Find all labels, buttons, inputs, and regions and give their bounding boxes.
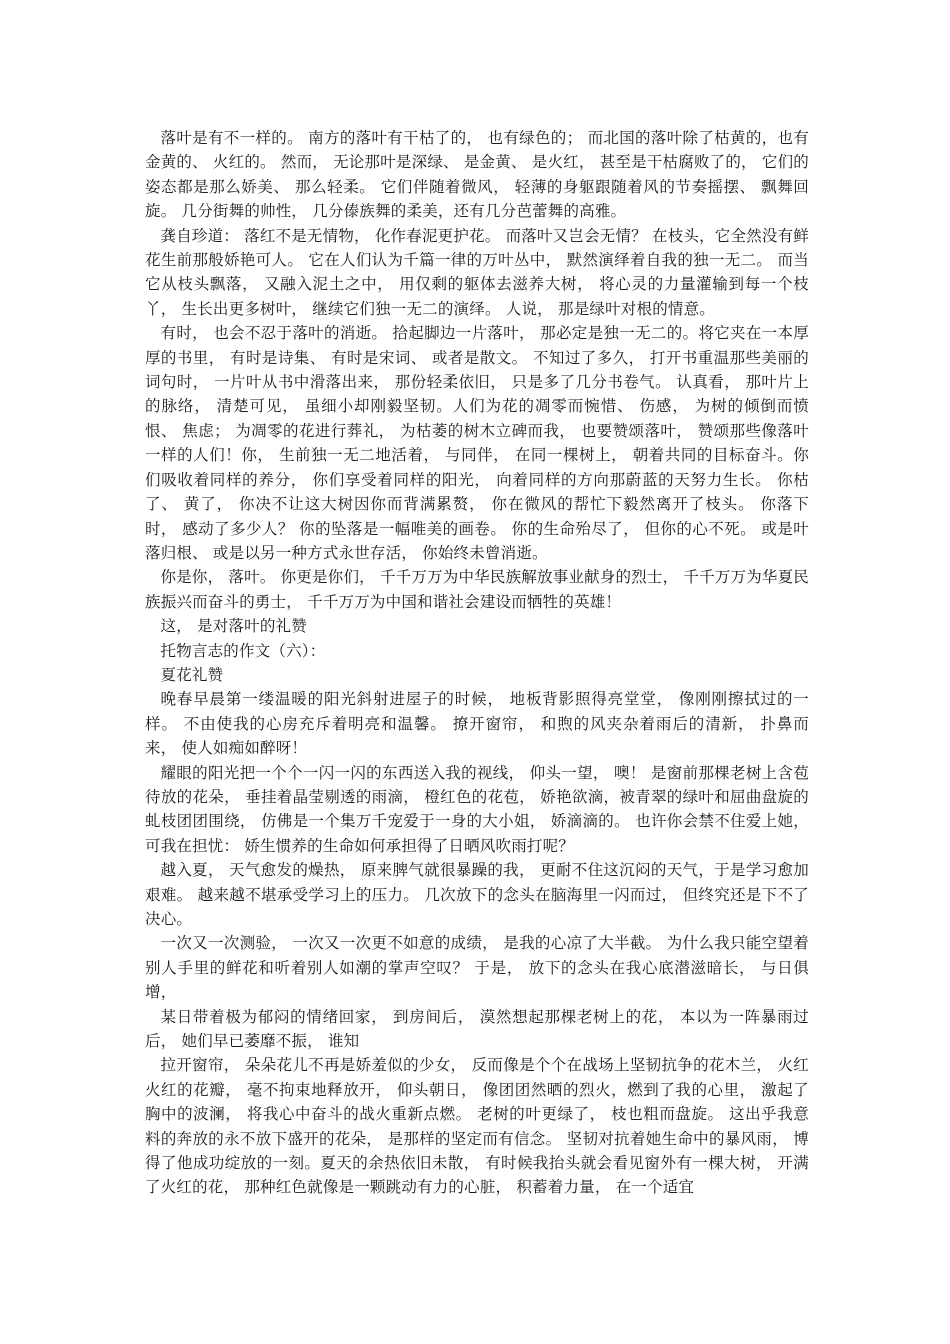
document-body	[145, 126, 809, 1200]
paragraph: 晚春早晨第一缕温暖的阳光斜射进屋子的时候， 地板背影照得亮堂堂， 像刚刚擦拭过的一样。 不由使我的心房充斥着明亮和温馨。 撩开窗帘， 和煦的风夹杂着雨后的清新， 扑鼻而来， 使人如痴如醉呀！	[145, 690, 809, 758]
paragraph: 拉开窗帘， 朵朵花儿不再是娇羞似的少女， 反而像是个个在战场上坚韧抗争的花木兰， 火红火红的花瓣， 毫不拘束地释放开， 仰头朝日， 像团团然晒的烈火，燃到了我的心里， 激起了胸中的波澜， 将我心中奋斗的战火重新点燃。 老树的叶更绿了， 枝也粗而盘旋。 这出乎我意料的奔放的永不放下盛开的花朵， 是那样的坚定而有信念。 坚韧对抗着她生命中的暴风雨， 博得了他成功绽放的一刻。夏天的余热依旧未散， 有时候我抬头就会看见窗外有一棵大树， 开满了火红的花， 那种红色就像是一颗跳动有力的心脏， 积蓄着力量， 在一个适宜	[145, 1056, 809, 1197]
paragraph: 耀眼的阳光把一个个一闪一闪的东西送入我的视线， 仰头一望， 噢！ 是窗前那棵老树上含苞待放的花朵， 垂挂着晶莹剔透的雨滴， 橙红色的花苞， 娇艳欲滴，被青翠的绿叶和屈曲盘旋的虬枝团团围绕， 仿佛是一个集万千宠爱于一身的大小姐， 娇滴滴的。 也许你会禁不住爱上她， 可我在担忧： 娇生惯养的生命如何承担得了日晒风吹雨打呢？	[145, 763, 809, 855]
paragraph: 你是你， 落叶。 你更是你们， 千千万万为中华民族解放事业献身的烈士， 千千万万为华夏民族振兴而奋斗的勇士， 千千万万为中国和谐社会建设而牺牲的英雄！	[145, 568, 810, 611]
paragraph: 这， 是对落叶的礼赞	[160, 617, 307, 636]
section-title: 夏花礼赞	[160, 665, 224, 684]
paragraph: 越入夏， 天气愈发的燥热， 原来脾气就很暴躁的我， 更耐不住这沉闷的天气，于是学习愈加艰难。 越来越不堪承受学习上的压力。 几次放下的念头在脑海里一闪而过， 但终究还是下不了决心。	[145, 861, 809, 928]
paragraph: 有时， 也会不忍于落叶的消逝。 拾起脚边一片落叶， 那必定是独一无二的。将它夹在一本厚厚的书里， 有时是诗集、 有时是宋词、 或者是散文。 不知过了多久， 打开书重温那些美丽的词句时， 一片叶从书中滑落出来， 那份轻柔依旧， 只是多了几分书卷气。 认真看， 那叶片上的脉络， 清楚可见， 虽细小却刚毅坚韧。人们为花的凋零而惋惜、 伤感， 为树的倾倒而愤恨、 焦虑； 为凋零的花进行葬礼， 为枯萎的树木立碑而我， 也要赞颂落叶， 赞颂那些像落叶一样的人们！你， 生前独一无二地活着， 与同伴， 在同一棵树上， 朝着共同的目标奋斗。你们吸收着同样的养分， 你们享受着同样的阳光， 向着同样的方向那蔚蓝的天努力生长。 你枯了、 黄了， 你决不让这大树因你而背满累赘， 你在微风的帮忙下毅然离开了枝头。 你落下时， 感动了多少人？ 你的坠落是一幅唯美的画卷。 你的生命殆尽了， 但你的心不死。 或是叶落归根、 或是以另一种方式永世存活， 你始终未曾消逝。	[145, 324, 809, 562]
paragraph: 一次又一次测验， 一次又一次更不如意的成绩， 是我的心凉了大半截。 为什么我只能空望着别人手里的鲜花和听着别人如潮的掌声空叹？ 于是， 放下的念头在我心底潜滋暗长， 与日俱增，	[145, 934, 809, 1002]
paragraph: 某日带着极为郁闷的情绪回家， 到房间后， 漠然想起那棵老树上的花， 本以为一阵暴雨过后， 她们早已萎靡不振， 谁知	[145, 1007, 809, 1051]
paragraph: 龚自珍道： 落红不是无情物， 化作春泥更护花。 而落叶又岂会无情？ 在枝头，它全然没有鲜花生前那般娇艳可人。 它在人们认为千篇一律的万叶丛中， 默然演绎着自我的独一无二。 而当它从枝头飘落， 又融入泥土之中， 用仅剩的躯体去滋养大树， 将心灵的力量灌输到每一个枝丫， 生长出更多树叶， 继续它们独一无二的演绎。 人说， 那是绿叶对根的情意。	[145, 226, 810, 318]
paragraph: 落叶是有不一样的。 南方的落叶有干枯了的， 也有绿色的； 而北国的落叶除了枯黄的，也有金黄的、 火红的。 然而， 无论那叶是深绿、 是金黄、 是火红， 甚至是干枯腐败了的， 它们的姿态都是那么娇美、 那么轻柔。 它们伴随着微风， 轻薄的身躯跟随着风的节奏摇摆、 飘舞回旋。 几分街舞的帅性， 几分傣族舞的柔美，还有几分芭蕾舞的高雅。	[145, 129, 809, 221]
section-heading: 托物言志的作文（六）：	[160, 641, 326, 660]
